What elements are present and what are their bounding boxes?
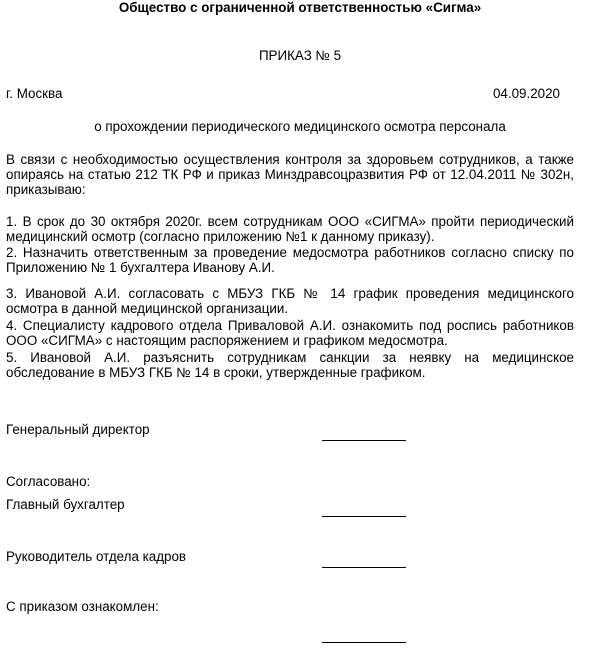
order-item-4: 4. Специалисту кадрового отдела Приваловой А.И. ознакомить под роспись работников ООО «СИГМА» с настоящим распоряжением и графиком медосмотра. [6, 318, 574, 348]
hr-head-signature-line [322, 567, 406, 568]
order-subject: о прохождении периодического медицинского осмотра персонала [94, 119, 506, 134]
director-signature-line [322, 440, 406, 441]
director-label: Генеральный директор [6, 422, 150, 437]
acquainted-signature-line [322, 642, 406, 643]
order-title: ПРИКАЗ № 5 [258, 48, 342, 63]
order-item-1: 1. В срок до 30 октября 2020г. всем сотрудникам ООО «СИГМА» пройти периодический медицинский осмотр (согласно приложению №1 к данному приказу). [6, 214, 574, 244]
order-item-3: 3. Ивановой А.И. согласовать с МБУЗ ГКБ № 14 график проведения медицинского осмотра в данной медицинской организации. [6, 286, 574, 316]
accountant-label: Главный бухгалтер [6, 497, 125, 512]
accountant-signature-line [322, 516, 406, 517]
order-city: г. Москва [6, 86, 63, 101]
hr-head-label: Руководитель отдела кадров [6, 549, 187, 564]
acquainted-label: С приказом ознакомлен: [6, 599, 159, 614]
intro-paragraph: В связи с необходимостью осуществления контроля за здоровьем сотрудников, а также опираясь на статью 212 ТК РФ и приказ Минздравсоцразвития РФ от 12.04.2011 № 302н, приказываю: [6, 152, 574, 197]
order-date: 04.09.2020 [492, 86, 560, 101]
agreed-label: Согласовано: [6, 474, 91, 489]
order-item-2: 2. Назначить ответственным за проведение медосмотра работников согласно списку по Приложению № 1 бухгалтера Иванову А.И. [6, 245, 574, 275]
organization-name: Общество с ограниченной ответственностью «Сигма» [118, 0, 482, 15]
order-item-5: 5. Ивановой А.И. разъяснить сотрудникам санкции за неявку на медицинское обследование в МБУЗ ГКБ № 14 в сроки, утвержденные графиком. [6, 350, 574, 380]
